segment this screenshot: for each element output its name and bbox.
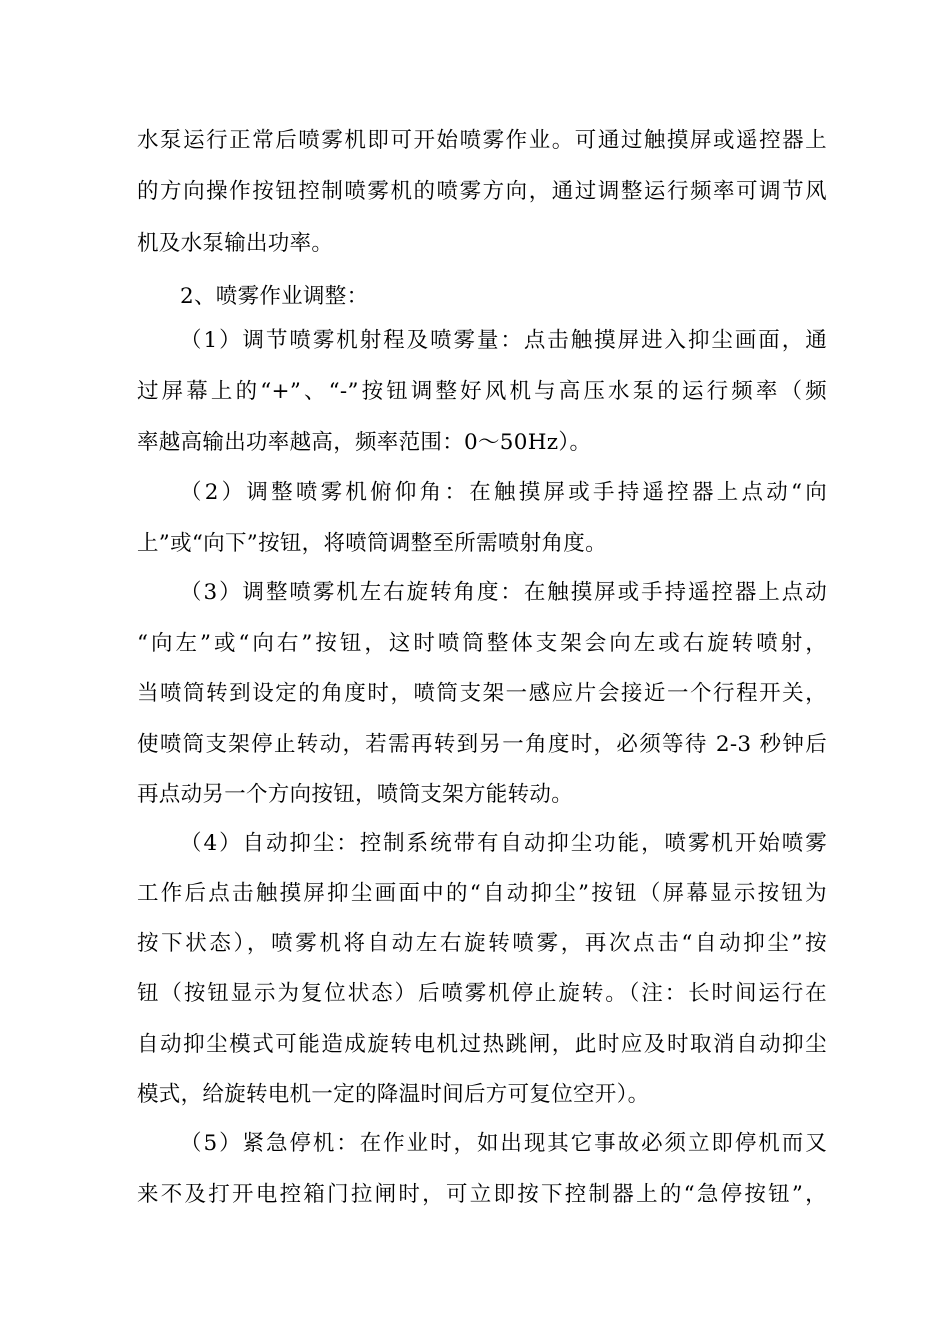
text-line: 使喷筒支架停止转动，若需再转到另一角度时，必须等待 2-3 秒钟后 [137,732,827,757]
text-line: 的方向操作按钮控制喷雾机的喷雾方向，通过调整运行频率可调节风 [137,179,827,204]
text-line: “向左”或“向右”按钮，这时喷筒整体支架会向左或右旋转喷射， [137,631,827,656]
text-line: （2）调整喷雾机俯仰角：在触摸屏或手持遥控器上点动“向 [180,480,827,505]
text-line: 率越高输出功率越高，频率范围：0～50Hz）。 [137,430,592,455]
text-line: 再点动另一个方向按钮，喷筒支架方能转动。 [137,782,574,807]
text-line: （3）调整喷雾机左右旋转角度：在触摸屏或手持遥控器上点动 [180,580,827,605]
text-line: 水泵运行正常后喷雾机即可开始喷雾作业。可通过触摸屏或遥控器上 [137,128,827,153]
text-line: （4）自动抑尘：控制系统带有自动抑尘功能，喷雾机开始喷雾 [180,831,827,856]
text-line: 机及水泵输出功率。 [137,231,334,256]
text-line: （5）紧急停机：在作业时，如出现其它事故必须立即停机而又 [180,1131,827,1156]
text-line: 模式，给旋转电机一定的降温时间后方可复位空开）。 [137,1082,650,1107]
text-line: 来不及打开电控箱门拉闸时，可立即按下控制器上的“急停按钮”， [137,1182,827,1207]
text-line: 钮（按钮显示为复位状态）后喷雾机停止旋转。（注：长时间运行在 [137,981,827,1006]
section-heading: 2、喷雾作业调整： [180,284,369,309]
text-line: 上”或“向下”按钮，将喷筒调整至所需喷射角度。 [137,531,607,556]
text-line: （1）调节喷雾机射程及喷雾量：点击触摸屏进入抑尘画面，通 [180,328,827,353]
text-line: 按下状态），喷雾机将自动左右旋转喷雾，再次点击“自动抑尘”按 [137,931,827,956]
text-line: 工作后点击触摸屏抑尘画面中的“自动抑尘”按钮（屏幕显示按钮为 [137,881,827,906]
text-line: 过屏幕上的“+”、“-”按钮调整好风机与高压水泵的运行频率（频 [137,379,827,404]
text-line: 当喷筒转到设定的角度时，喷筒支架一感应片会接近一个行程开关， [137,681,827,706]
text-line: 自动抑尘模式可能造成旋转电机过热跳闸，此时应及时取消自动抑尘 [137,1032,827,1057]
